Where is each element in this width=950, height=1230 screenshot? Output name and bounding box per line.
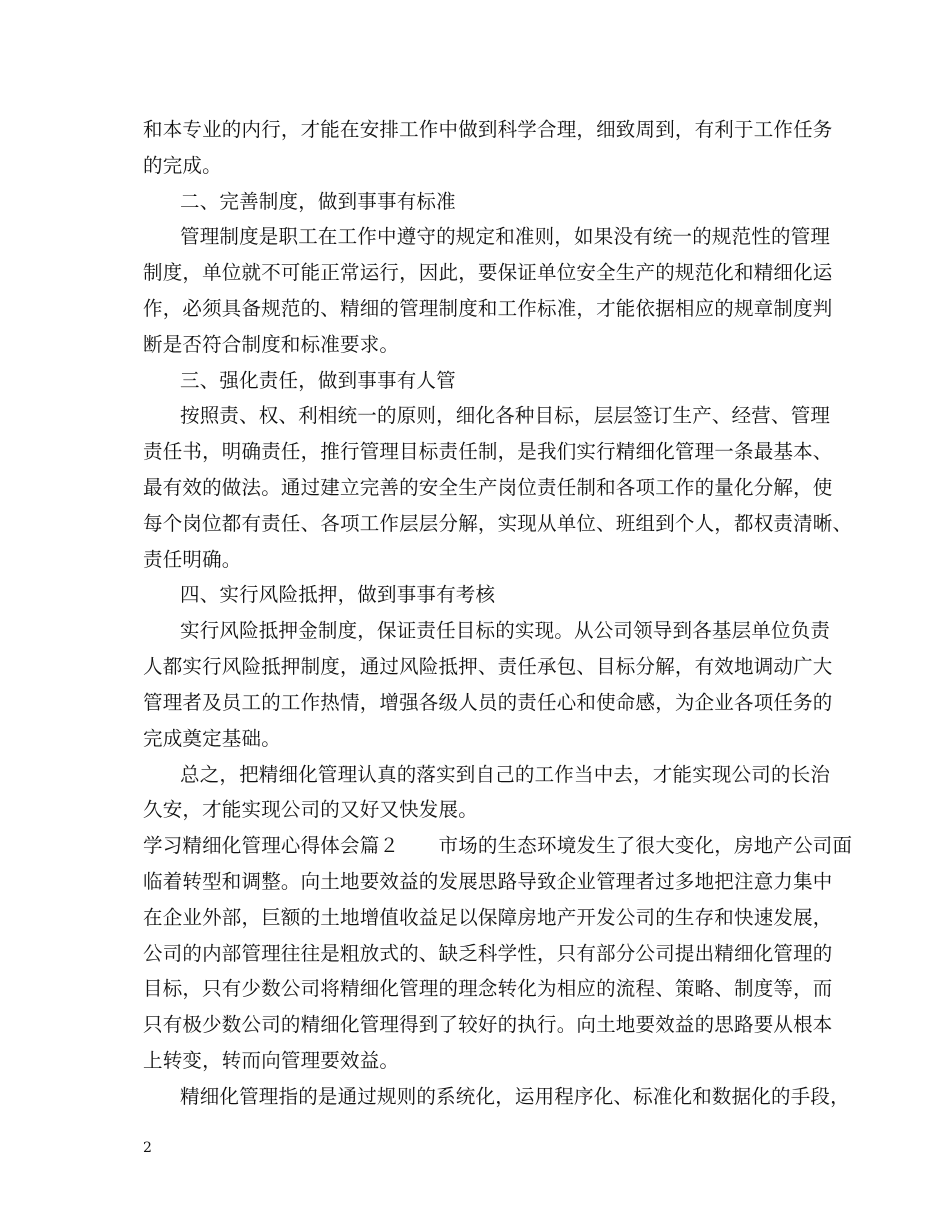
- text-line: 学习精细化管理心得体会篇２ 市场的生态环境发生了很大变化，房地产公司面: [143, 834, 853, 857]
- text-line: 和本专业的内行，才能在安排工作中做到科学合理，细致周到，有利于工作任务: [143, 118, 833, 141]
- text-line: 精细化管理指的是通过规则的系统化，运用程序化、标准化和数据化的手段，: [180, 1085, 850, 1108]
- text-line: 公司的内部管理往往是粗放式的、缺乏科学性，只有部分公司提出精细化管理的: [143, 942, 833, 965]
- text-line: 在企业外部，巨额的土地增值收益足以保障房地产开发公司的生存和快速发展，: [143, 906, 833, 929]
- page-number: 2: [143, 1140, 152, 1156]
- text-line: 目标，只有少数公司将精细化管理的理念转化为相应的流程、策略、制度等，而: [143, 977, 833, 1000]
- text-line: 最有效的做法。通过建立完善的安全生产岗位责任制和各项工作的量化分解，使: [143, 476, 833, 499]
- text-line: 人都实行风险抵押制度，通过风险抵押、责任承包、目标分解，有效地调动广大: [143, 655, 833, 678]
- text-line: 完成奠定基础。: [143, 727, 281, 750]
- text-line: 责任明确。: [143, 548, 242, 571]
- section-heading: 四、实行风险抵押，做到事事有考核: [180, 583, 496, 606]
- text-line: 的完成。: [143, 154, 222, 177]
- section-heading: 三、强化责任，做到事事有人管: [180, 369, 456, 392]
- text-line: 管理者及员工的工作热情，增强各级人员的责任心和使命感，为企业各项任务的: [143, 691, 833, 714]
- text-line: 每个岗位都有责任、各项工作层层分解，实现从单位、班组到个人，都权责清晰、: [143, 512, 853, 535]
- text-line: 只有极少数公司的精细化管理得到了较好的执行。向土地要效益的思路要从根本: [143, 1013, 833, 1036]
- text-line: 责任书，明确责任，推行管理目标责任制，是我们实行精细化管理一条最基本、: [143, 440, 833, 463]
- text-line: 断是否符合制度和标准要求。: [143, 333, 400, 356]
- text-line: 总之，把精细化管理认真的落实到自己的工作当中去，才能实现公司的长治: [180, 763, 831, 786]
- text-line: 管理制度是职工在工作中遵守的规定和准则，如果没有统一的规范性的管理: [180, 225, 831, 248]
- text-line: 制度，单位就不可能正常运行，因此，要保证单位安全生产的规范化和精细化运: [143, 261, 833, 284]
- text-line: 上转变，转而向管理要效益。: [143, 1049, 400, 1072]
- section-heading: 二、完善制度，做到事事有标准: [180, 190, 456, 213]
- text-line: 实行风险抵押金制度，保证责任目标的实现。从公司领导到各基层单位负责: [180, 619, 831, 642]
- text-line: 按照责、权、利相统一的原则，细化各种目标，层层签订生产、经营、管理: [180, 404, 831, 427]
- text-line: 作，必须具备规范的、精细的管理制度和工作标准，才能依据相应的规章制度判: [143, 297, 833, 320]
- text-line: 临着转型和调整。向土地要效益的发展思路导致企业管理者过多地把注意力集中: [143, 870, 833, 893]
- text-line: 久安，才能实现公司的又好又快发展。: [143, 798, 478, 821]
